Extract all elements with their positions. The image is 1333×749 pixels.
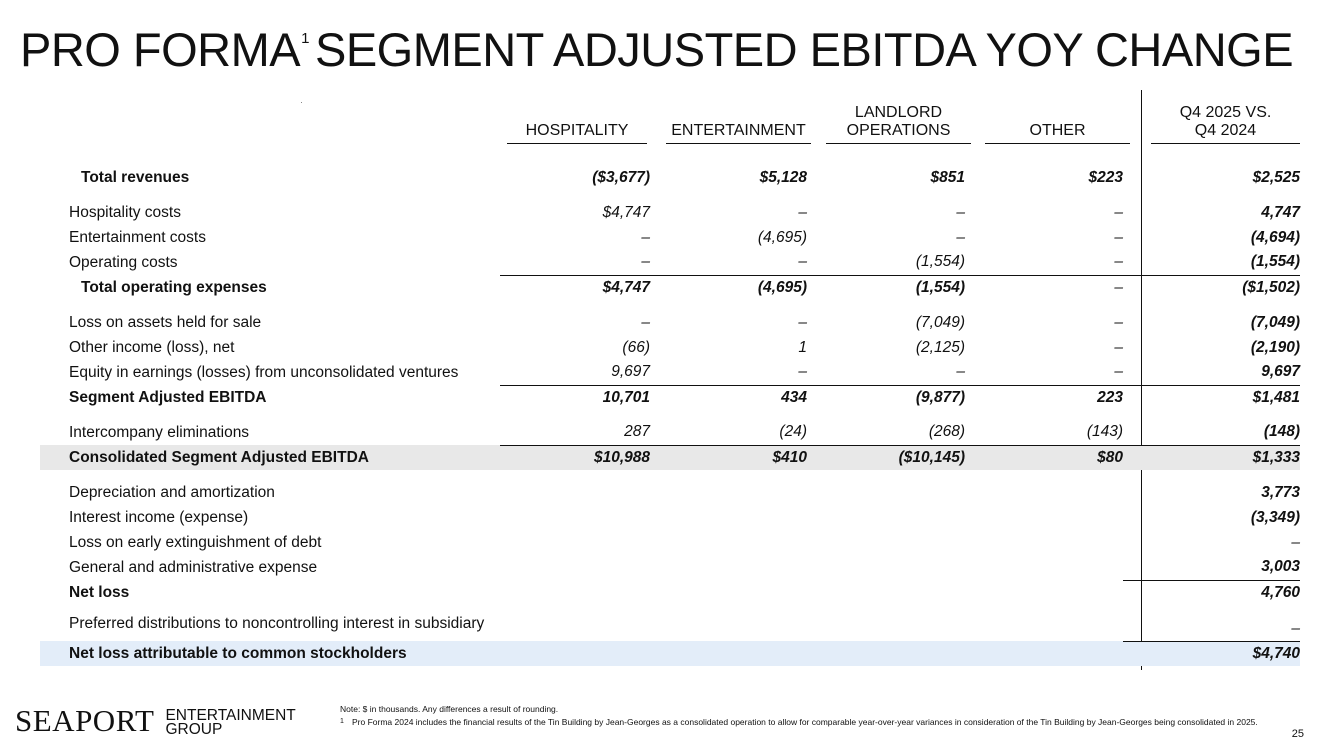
company-logo: SEAPORT ENTERTAINMENT GROUP bbox=[15, 703, 296, 738]
table-row: Loss on early extinguishment of debt – bbox=[69, 533, 1300, 551]
table-row: Total operating expenses $4,747 (4,695) (1,554) – ($1,502) bbox=[40, 275, 1300, 300]
table-row: Hospitality costs $4,747 – – – 4,747 bbox=[69, 203, 1300, 221]
table-row: Operating costs – – (1,554) – (1,554) bbox=[69, 253, 1300, 271]
table-row: Loss on assets held for sale – – (7,049) – (7,049) bbox=[69, 313, 1300, 331]
table-row: Intercompany eliminations 287 (24) (268) (143) (148) bbox=[69, 423, 1300, 441]
col-header-landlord-operations: LANDLORD OPERATIONS bbox=[826, 104, 971, 140]
table-row: Entertainment costs – (4,695) – – (4,694) bbox=[69, 228, 1300, 246]
table-row: Equity in earnings (losses) from unconsolidated ventures 9,697 – – – 9,697 bbox=[69, 363, 1300, 381]
table-row: Other income (loss), net (66) 1 (2,125) – (2,190) bbox=[69, 338, 1300, 356]
table-row: Depreciation and amortization 3,773 bbox=[69, 483, 1300, 501]
table-row: Preferred distributions to noncontrolling interest in subsidiary – bbox=[69, 614, 1300, 637]
table-row: Net loss 4,760 bbox=[40, 580, 1300, 605]
col-header-yoy-change: Q4 2025 VS. Q4 2024 bbox=[1151, 104, 1300, 140]
col-header-other: OTHER bbox=[985, 122, 1130, 140]
col-header-hospitality: HOSPITALITY bbox=[507, 122, 647, 140]
note-text: Note: $ in thousands. Any differences a result of rounding. bbox=[340, 704, 559, 714]
table-row: General and administrative expense 3,003 bbox=[69, 558, 1300, 576]
page-number: 25 bbox=[1291, 728, 1304, 740]
table-row: Interest income (expense) (3,349) bbox=[69, 508, 1300, 526]
financial-table bbox=[40, 165, 1300, 666]
page-title: PRO FORMA$^1$ SEGMENT ADJUSTED EBITDA YOY CHANGE bbox=[20, 23, 1294, 76]
table-row-highlighted: Consolidated Segment Adjusted EBITDA $10,988 $410 ($10,145) $80 $1,333 bbox=[40, 445, 1300, 470]
footnote-text: Pro Forma 2024 includes the financial results of the Tin Building by Jean-Georges as a consolidated operation to allow for comparable year-over-year variances in consideration of the Tin Building by Jean-Georges being consolidated in 2025. bbox=[352, 717, 1258, 727]
decorative-dot bbox=[301, 102, 302, 103]
table-row-highlighted: Net loss attributable to common stockholders $4,740 bbox=[40, 641, 1300, 666]
col-header-entertainment: ENTERTAINMENT bbox=[666, 122, 811, 140]
table-row: Segment Adjusted EBITDA 10,701 434 (9,877) 223 $1,481 bbox=[40, 385, 1300, 410]
table-row: Total revenues ($3,677) $5,128 $851 $223 $2,525 bbox=[81, 168, 1300, 186]
footnotes: Note: $ in thousands. Any differences a result of rounding. 1 Pro Forma 2024 includes the financial results of the Tin Building by Jean-Georges as a consolidated operation to allow for comparable year-over-year variances in consideration of the Tin Building by Jean-Georges being consolidated in 2025. bbox=[340, 704, 1280, 727]
